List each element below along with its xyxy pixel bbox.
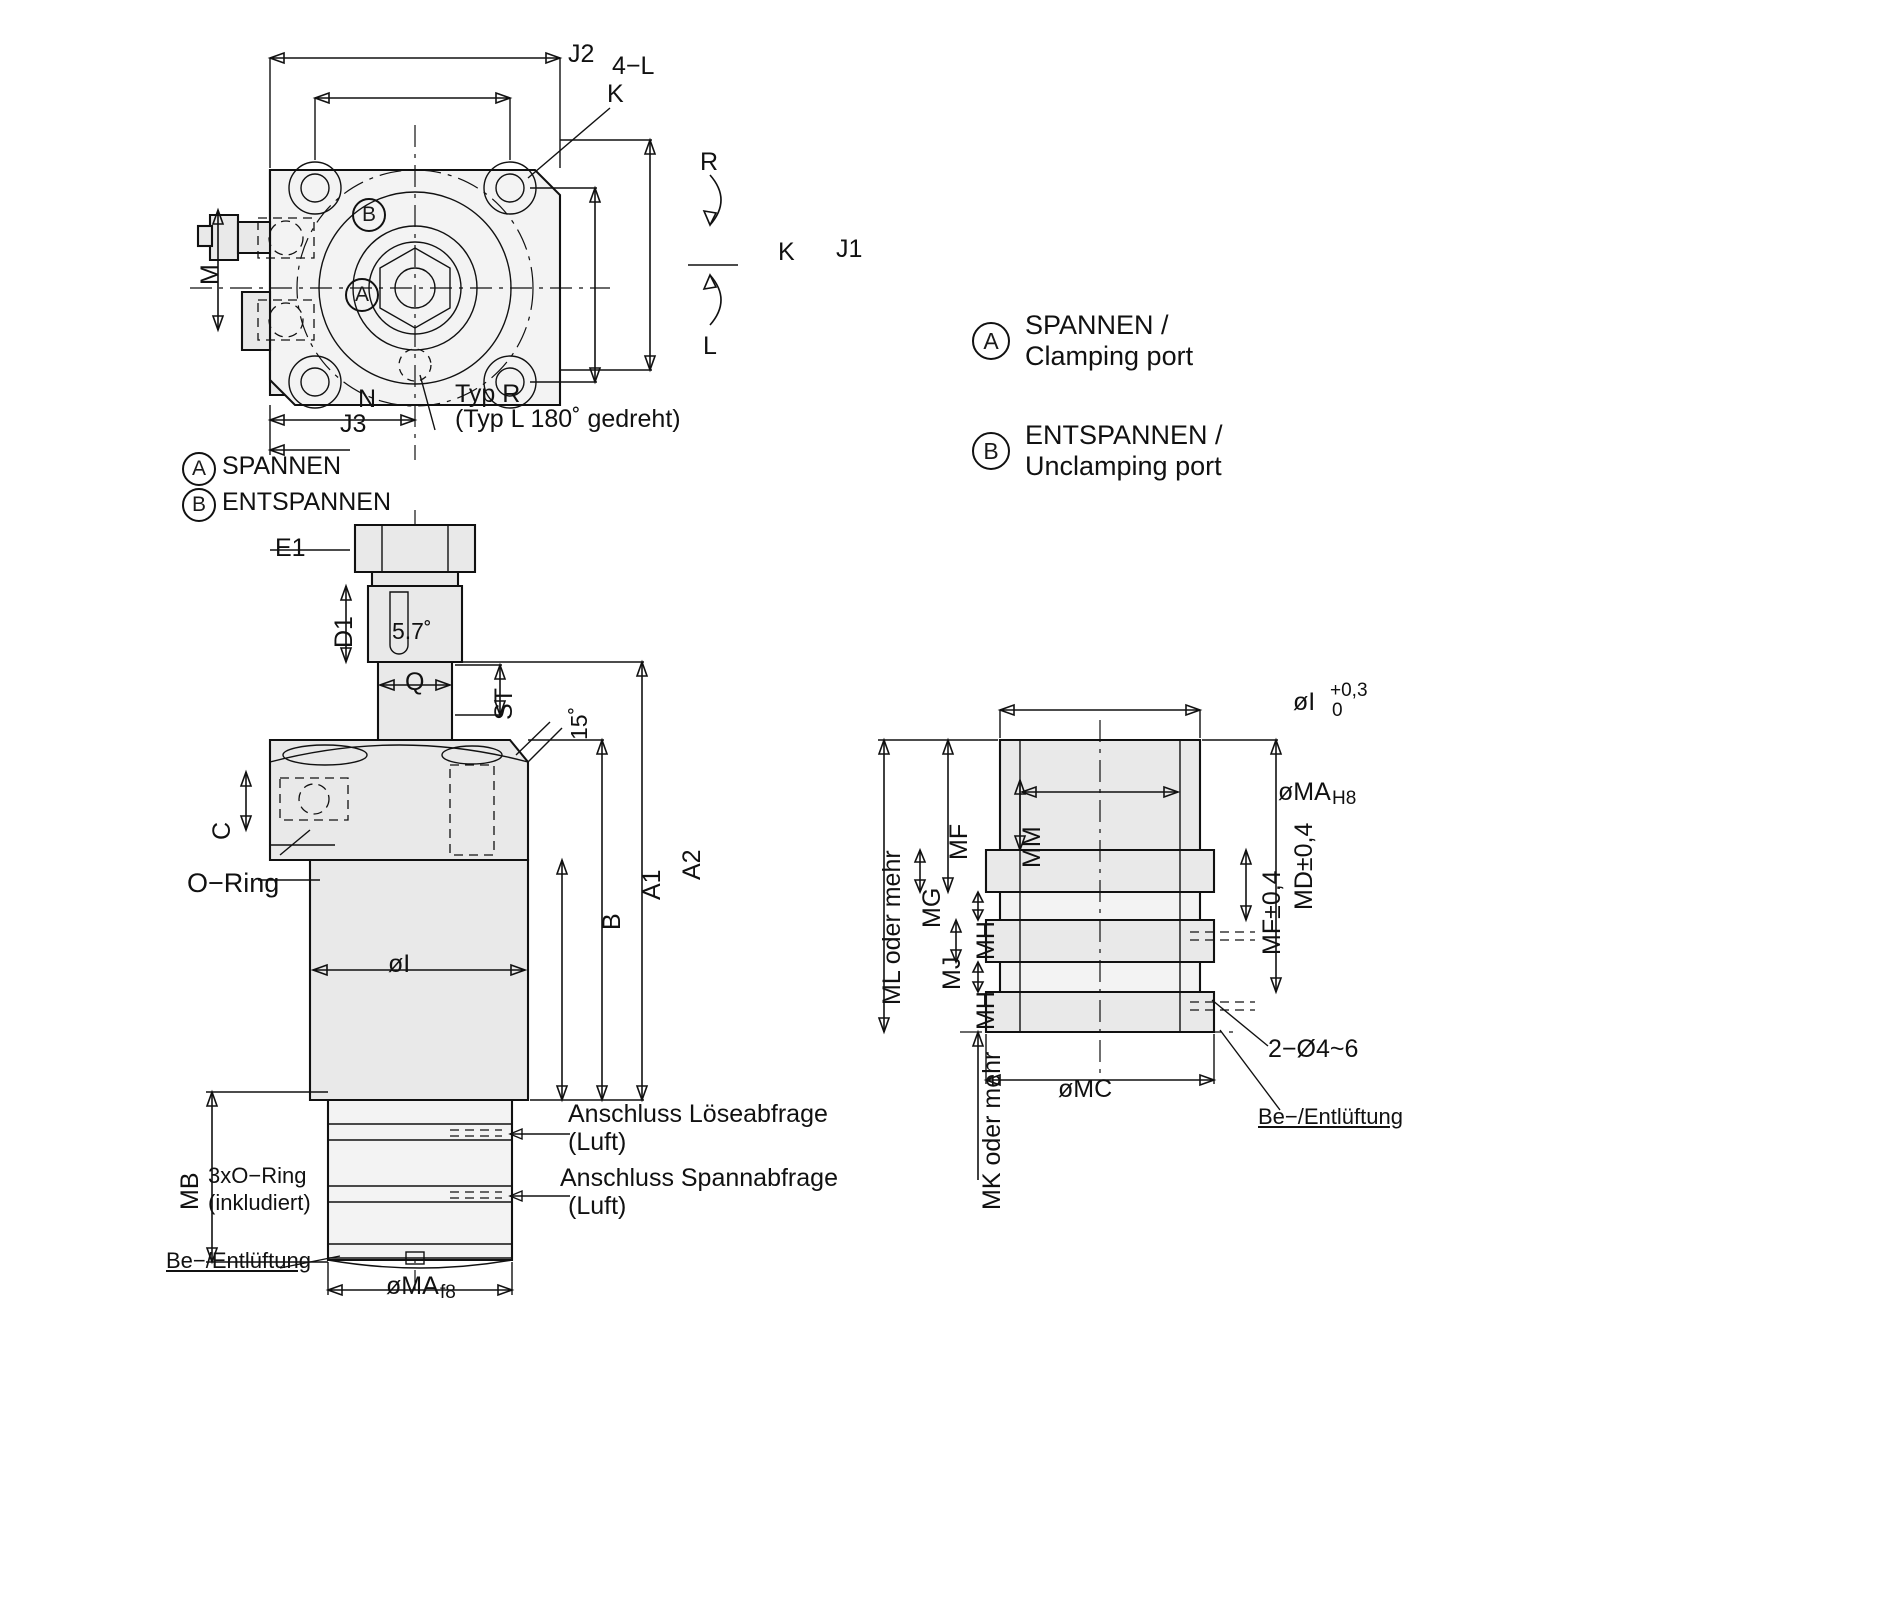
- front-dim-c: C: [208, 821, 236, 840]
- top-dim-l: L: [703, 332, 717, 360]
- front-label-vent: Be−/Entlüftung: [166, 1248, 311, 1273]
- section-dim-mh-2: MH: [972, 991, 1000, 1030]
- section-dim-mf: MF: [945, 823, 973, 860]
- legend-right-text-a-line2: Clamping port: [1025, 341, 1194, 371]
- top-dim-j1: J1: [836, 235, 863, 263]
- section-dim-i: øI: [1293, 688, 1316, 716]
- front-label-release-port-1: Anschluss Löseabfrage: [568, 1100, 828, 1128]
- section-label-vent: Be−/Entlüftung: [1258, 1104, 1403, 1129]
- front-dim-e1: E1: [275, 534, 306, 562]
- top-dim-j2: J2: [568, 40, 595, 68]
- front-dim-bore-ma-tol: f8: [440, 1282, 456, 1303]
- section-dim-mg: MG: [918, 887, 946, 928]
- section-dim-mc: øMC: [1058, 1075, 1113, 1103]
- front-label-release-port-2: (Luft): [568, 1128, 627, 1156]
- front-dim-bore-i: øI: [388, 950, 411, 978]
- section-dim-mf-tol: MF±0,4: [1258, 870, 1286, 955]
- top-callout-4l: 4−L: [612, 52, 655, 80]
- legend-left-text-b: ENTSPANNEN: [222, 488, 392, 516]
- type-note-line2: (Typ L 180˚ gedreht): [455, 405, 681, 433]
- front-dim-mb: MB: [176, 1172, 204, 1210]
- front-label-clamp-port-2: (Luft): [568, 1192, 627, 1220]
- section-dim-i-tol-dn: 0: [1332, 700, 1343, 721]
- port-b-marker-top: B: [352, 198, 386, 232]
- front-label-clamp-port-1: Anschluss Spannabfrage: [560, 1164, 838, 1192]
- section-dim-mh-1: MH: [972, 921, 1000, 960]
- section-dim-ma-tol: H8: [1332, 788, 1357, 809]
- front-dim-bore-ma: øMA: [386, 1272, 439, 1300]
- top-dim-j3: J3: [340, 410, 367, 438]
- top-dim-n: N: [358, 385, 377, 413]
- front-angle-small: 5.7˚: [392, 618, 432, 644]
- section-callout-holes: 2−Ø4~6: [1268, 1035, 1359, 1063]
- front-angle-chamfer: 15˚: [566, 706, 592, 740]
- mounting-bore-drawing: [860, 680, 1580, 1240]
- front-label-3x-o-ring-2: (inkludiert): [208, 1190, 311, 1215]
- legend-right-mark-a: A: [972, 322, 1010, 360]
- section-dim-ma: øMA: [1278, 778, 1331, 806]
- front-label-3x-o-ring-1: 3xO−Ring: [208, 1163, 307, 1188]
- section-dim-i-tol-up: +0,3: [1330, 680, 1368, 701]
- legend-left-mark-b: B: [182, 488, 216, 522]
- top-dim-m: M: [196, 264, 224, 285]
- port-a-marker-top: A: [345, 278, 379, 312]
- legend-left-mark-a: A: [182, 452, 216, 486]
- top-dim-r: R: [700, 148, 719, 176]
- top-dim-k-vertical: K: [778, 238, 795, 266]
- legend-right-mark-b: B: [972, 432, 1010, 470]
- front-dim-a1: A1: [638, 869, 666, 900]
- section-dim-mk: MK oder mehr: [978, 1051, 1006, 1210]
- legend-left-text-a: SPANNEN: [222, 452, 342, 480]
- type-note-line1: Typ R: [455, 380, 521, 408]
- rotation-indicator: [680, 140, 790, 370]
- front-dim-a2: A2: [678, 849, 706, 880]
- section-dim-ml: ML oder mehr: [878, 850, 906, 1005]
- front-dim-d1: D1: [330, 616, 358, 648]
- legend-right-text-a-line1: SPANNEN /: [1025, 310, 1169, 340]
- section-dim-mj: MJ: [938, 956, 966, 990]
- section-dim-mm: MM: [1018, 826, 1046, 868]
- section-dim-md: MD±0,4: [1290, 822, 1318, 910]
- front-dim-st: ST: [490, 688, 518, 720]
- front-dim-b: B: [598, 913, 626, 930]
- front-dim-q: Q: [405, 668, 425, 696]
- legend-right-text-b-line2: Unclamping port: [1025, 451, 1222, 481]
- legend-right-text-b-line1: ENTSPANNEN /: [1025, 420, 1223, 450]
- front-label-o-ring: O−Ring: [187, 868, 280, 898]
- top-dim-k-horizontal: K: [607, 80, 624, 108]
